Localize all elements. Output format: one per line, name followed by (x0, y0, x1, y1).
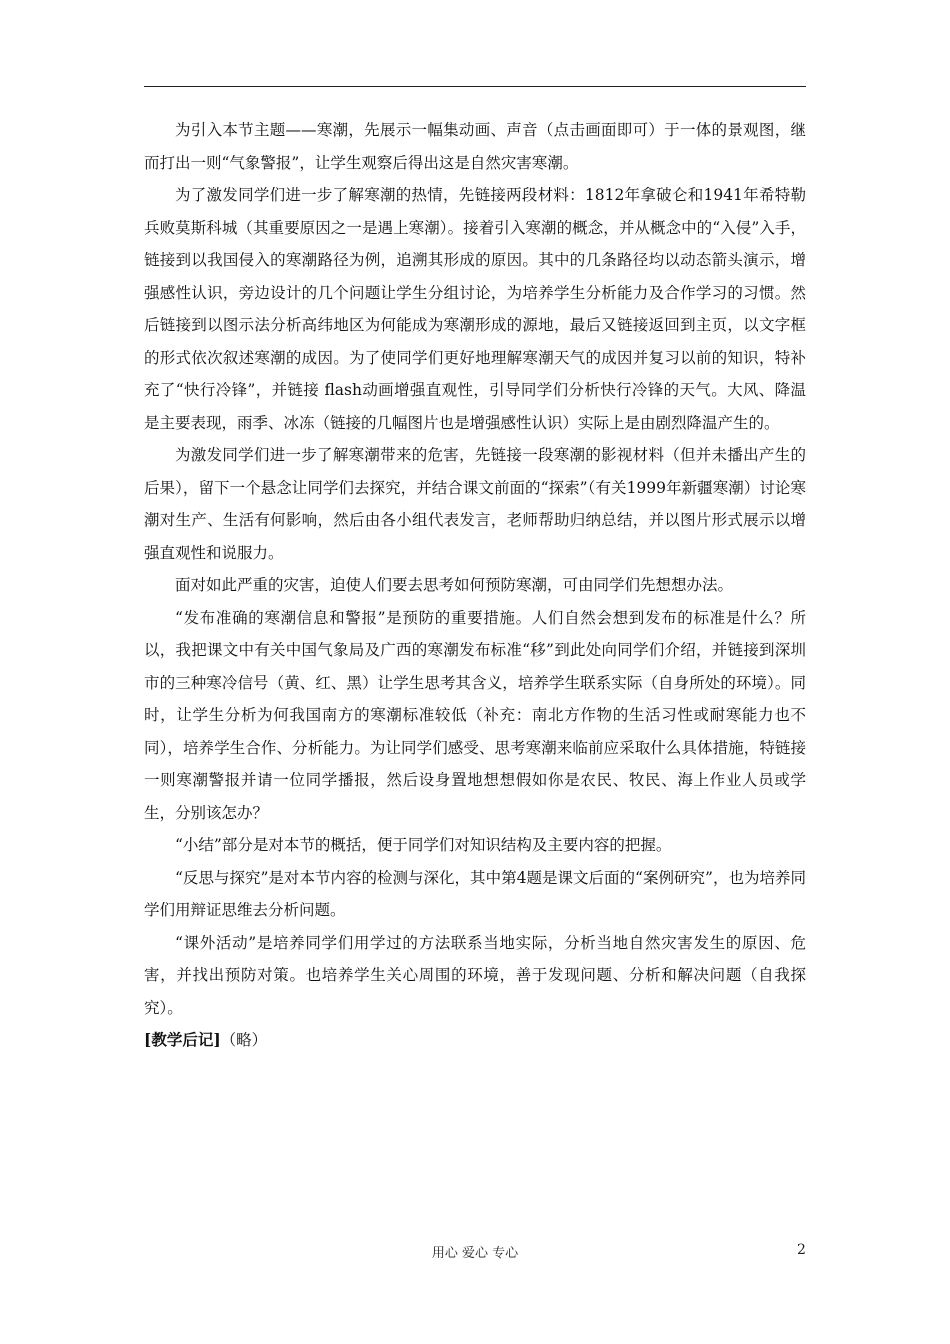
paragraph-prevention-question: 面对如此严重的灾害，迫使人们要去思考如何预防寒潮，可由同学们先想想办法。 (175, 576, 734, 594)
paragraph-reflection: “反思与探究”是对本节内容的检测与深化，其中第4题是课文后面的“案例研究”，也为培养同学们用辩证思维去分析问题。 (144, 868, 806, 919)
document-body (144, 114, 806, 1057)
paragraph-summary: “小结”部分是对本节的概括，便于同学们对知识结构及主要内容的把握。 (175, 836, 672, 854)
page-number: 2 (797, 1242, 806, 1258)
paragraph-causes: 为了激发同学们进一步了解寒潮的热情，先链接两段材料：1812年拿破仑和1941年希特勒兵败莫斯科城（其重要原因之一是遇上寒潮）。接着引入寒潮的概念，并从概念中的“入侵”入手，链接到以我国侵入的寒潮路径为例，追溯其形成的原因。其中的几条路径均以动态箭头演示，增强感性认识，旁边设计的几个问题让学生分组讨论，为培养学生分析能力及合作学习的习惯。然后链接到以图示法分析高纬地区为何能成为寒潮形成的源地，最后又链接返回到主页，以文字框的形式依次叙述寒潮的成因。为了使同学们更好地理解寒潮天气的成因并复习以前的知识，特补充了“快行冷锋”，并链接 flash动画增强直观性，引导同学们分析快行冷锋的天气。大风、降温是主要表现，雨季、冰冻（链接的几幅图片也是增强感性认识）实际上是由剧烈降温产生的。 (144, 186, 806, 432)
paragraph-hazards: 为激发同学们进一步了解寒潮带来的危害，先链接一段寒潮的影视材料（但并未播出产生的后果），留下一个悬念让同学们去探究，并结合课文前面的“探索”（有关1999年新疆寒潮）讨论寒潮对生产、生活有何影响，然后由各小组代表发言，老师帮助归纳总结，并以图片形式展示以增强直观性和说服力。 (144, 446, 806, 562)
teaching-postscript (144, 1024, 806, 1057)
paragraph-warning-standards: “发布准确的寒潮信息和警报”是预防的重要措施。人们自然会想到发布的标准是什么？所以，我把课文中有关中国气象局及广西的寒潮发布标准“移”到此处向同学们介绍，并链接到深圳市的三种寒冷信号（黄、红、黑）让学生思考其含义，培养学生联系实际（自身所处的环境）。同时，让学生分析为何我国南方的寒潮标准较低（补充：南北方作物的生活习性或耐寒能力也不同），培养学生合作、分析能力。为让同学们感受、思考寒潮来临前应采取什么具体措施，特链接一则寒潮警报并请一位同学播报，然后设身置地想想假如你是农民、牧民、海上作业人员或学生，分别该怎办？ (144, 608, 806, 822)
footer-motto: 用心 爱心 专心 (431, 1246, 519, 1261)
header-rule (144, 86, 806, 87)
postscript-note: （略） (220, 1031, 268, 1049)
paragraph-intro: 为引入本节主题——寒潮，先展示一幅集动画、声音（点击画面即可）于一体的景观图，继而打出一则“气象警报”，让学生观察后得出这是自然灾害寒潮。 (144, 121, 806, 172)
postscript-label: [教学后记] (144, 1030, 221, 1049)
paragraph-activities: “课外活动”是培养同学们用学过的方法联系当地实际，分析当地自然灾害发生的原因、危害，并找出预防对策。也培养学生关心周围的环境，善于发现问题、分析和解决问题（自我探究）。 (144, 933, 806, 1017)
